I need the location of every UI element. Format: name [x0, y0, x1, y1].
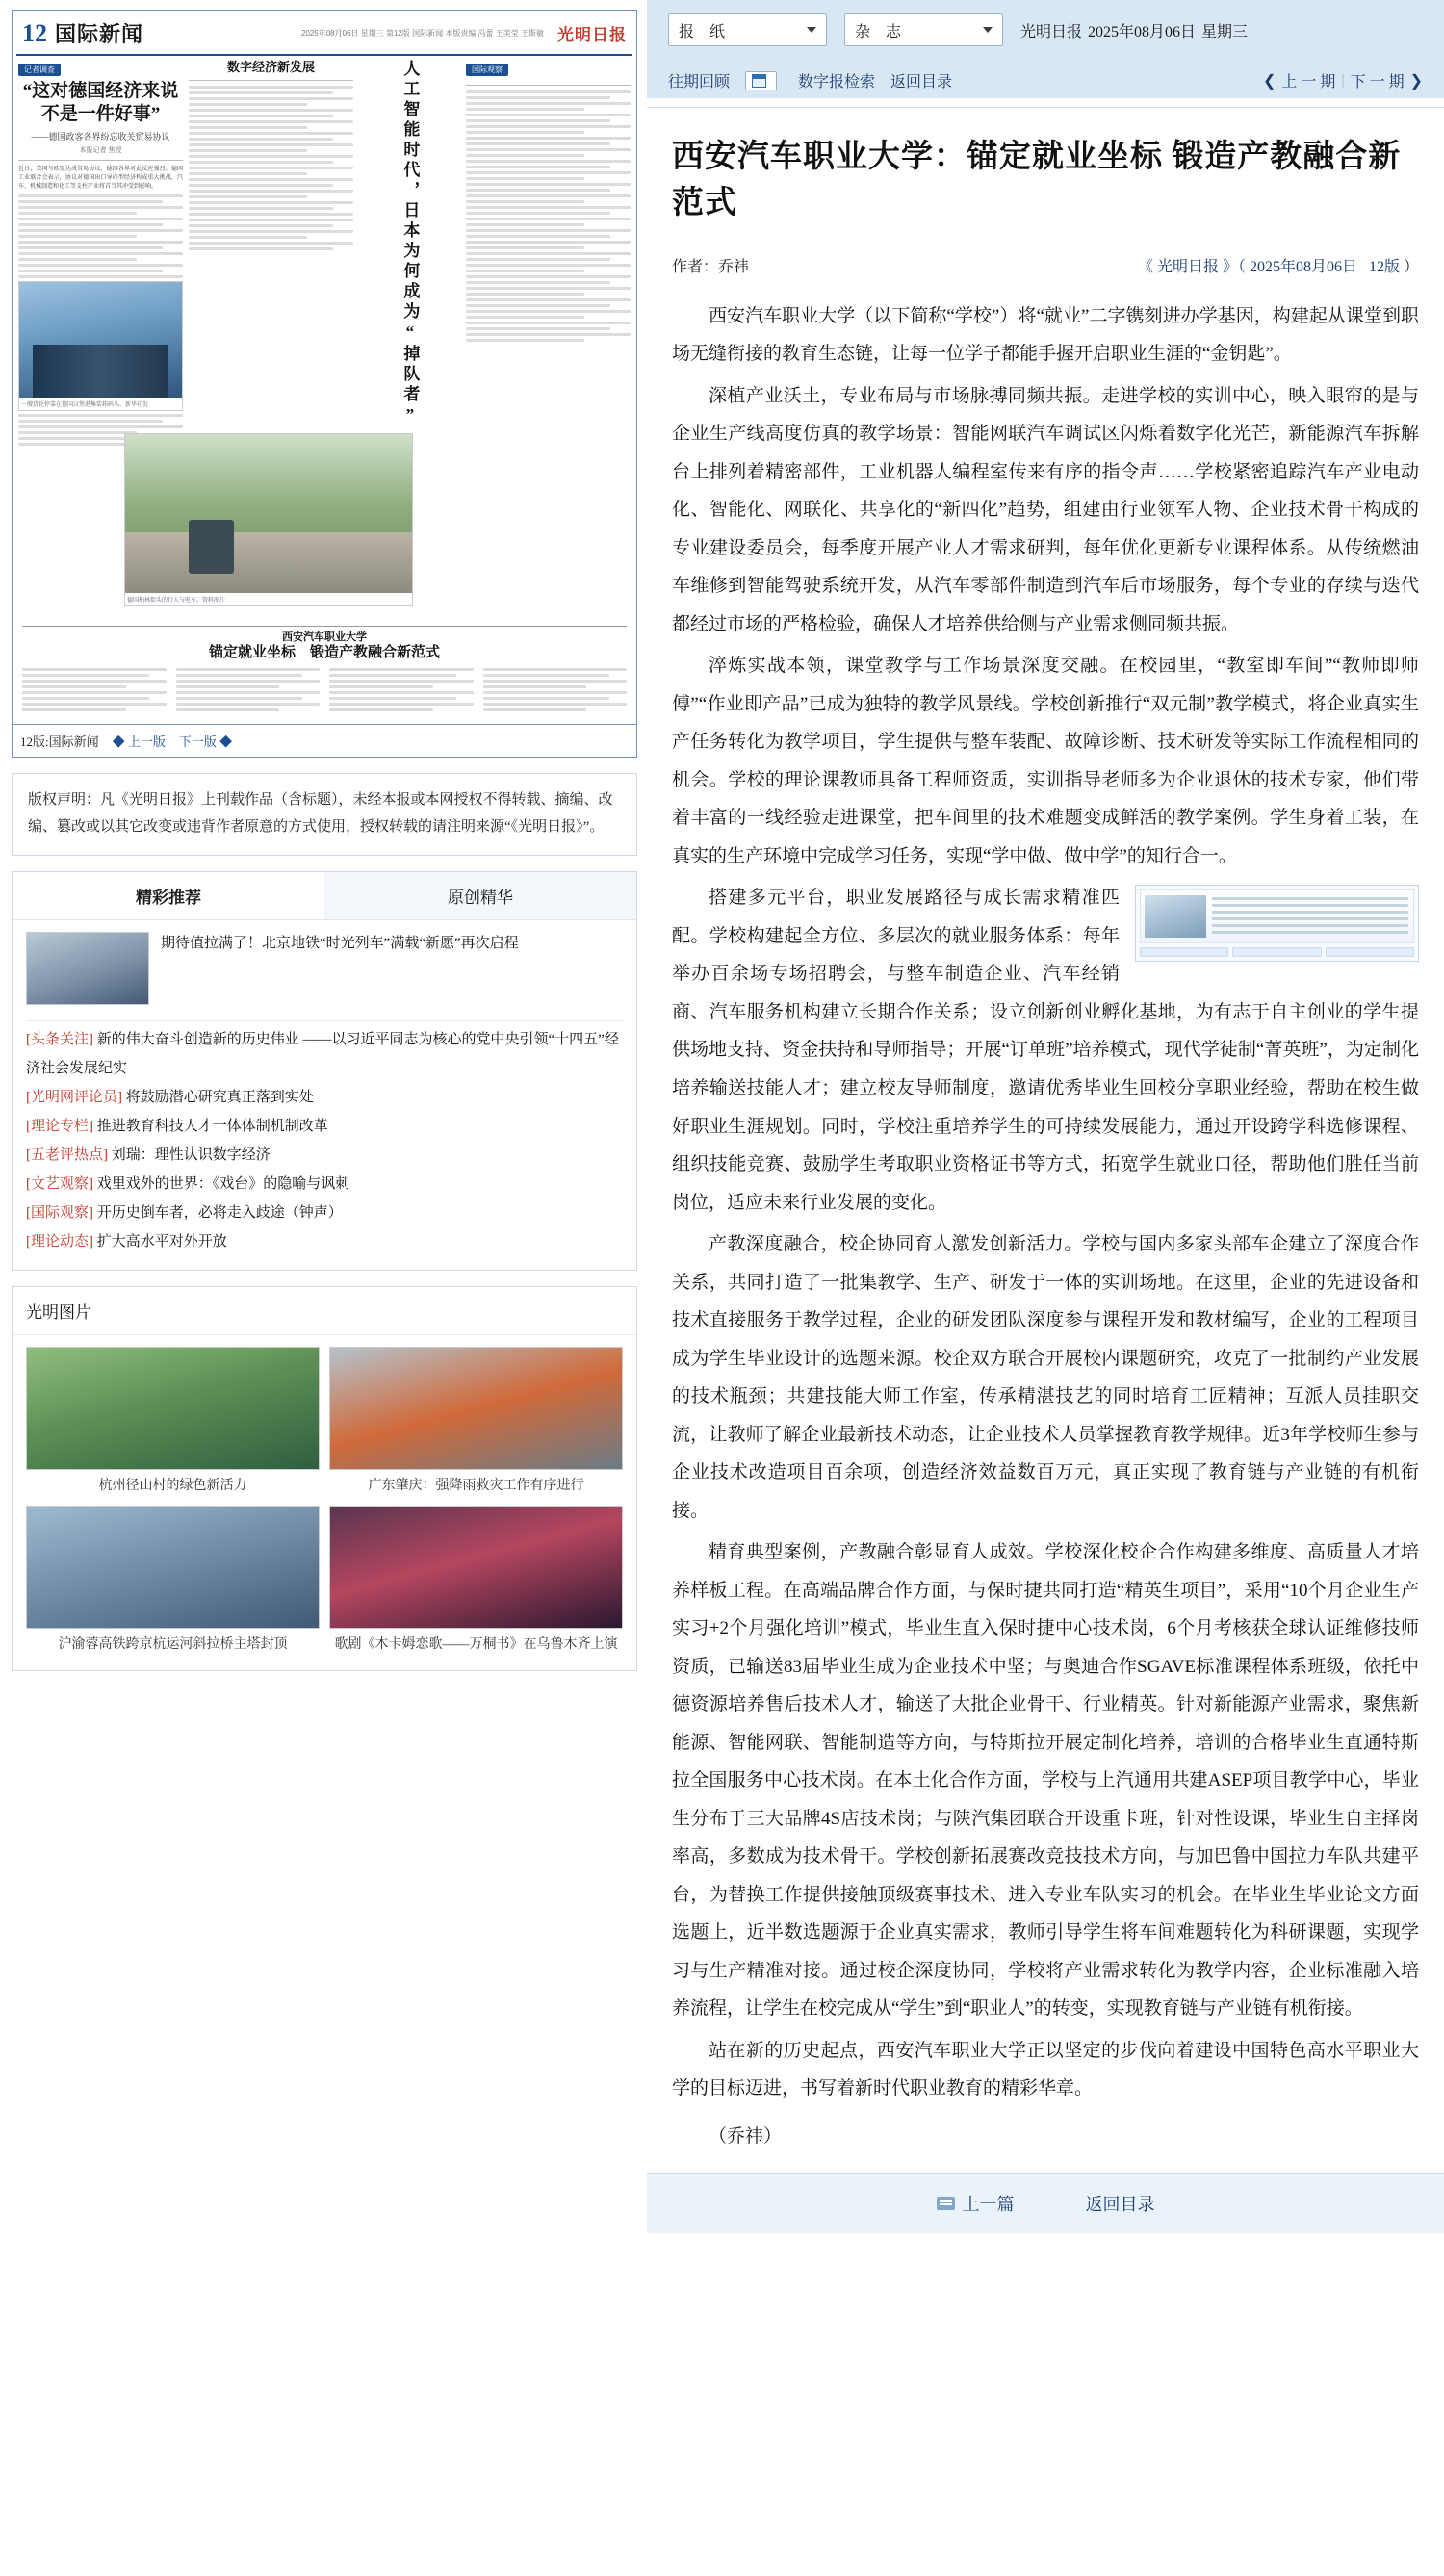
list-item-category: [国际观察] [26, 1204, 93, 1221]
article-paragraph: 精育典型案例，产教融合彰显育人成效。学校深化校企合作构建多维度、高质量人才培养样板工程。在高端品牌合作方面，与保时捷共同打造“精英生项目”，采用“10个月企业生产实习+2个月强化培训”模式，毕业生直入保时捷中心技术岗，6个月考核获全球认证维修技师资质，已输送83届毕业生成为企业技术中坚；与奥迪合作SGAVE标准课程体系班级，依托中德资源培养售后技术人才，输送了大批企业骨干、行业精英。针对新能源产业需求，聚焦新能源、智能网联、智能制造等方向，与特斯拉开展定制化培养，培训的合格毕业生直通特斯拉全国服务中心技术岗。在本土化合作方面，学校与上汽通用共建ASEP项目教学中心，毕业生分布于三大品牌4S店技术岗；与陕汽集团联合开设重卡班，针对性设课，毕业生自主择岗率高，多数成为技术骨干。学校创新拓展赛改竞技技术方向，与加巴鲁中国拉力车队共建平台，为替换工作提供接触顶级赛事技术、进入专业车队实习的机会。在毕业生毕业论文方面选题上，近半数选题源于企业真实需求，教师引导学生将车间难题转化为科研课题，实现学习与生产精准对接。通过校企深度协同，学校将产业需求转化为教学内容，企业标准融入培养流程，让学生在校完成从“学生”到“职业人”的转变，实现教育链与产业链有机衔接。 [672, 1542, 1419, 2020]
newspaper-main-subheadline: ——德国政客各界纷忘收关贸易协议 [31, 131, 170, 142]
picture-image[interactable] [26, 1506, 320, 1629]
article-body [672, 297, 1419, 2148]
list-item-category: [理论动态] [26, 1233, 93, 1249]
prev-article-label: 上一篇 [962, 2194, 1015, 2214]
next-page-link[interactable]: 下一版 ◆ [178, 734, 233, 749]
column-tag-1: 记者调查 [18, 64, 61, 76]
magazine-select[interactable] [844, 13, 1003, 46]
article-paragraph: 搭建多元平台，职业发展路径与成长需求精准匹配。学校构建起全方位、多层次的就业服务体系：每年举办百余场专场招聘会，与整车制造企业、汽车经销商、汽车服务机构建立长期合作关系；设立创新创业孵化基地，为有志于自主创业的学生提供场地支持、资金扶持和导师指导；开展“订单班”培养模式，现代学徒制“菁英班”，为定制化培养输送技能人才；建立校友导师制度，邀请优秀毕业生回校分享职业经验，帮助在校生做好职业生涯规划。同时，学校注重培养学生的可持续发展能力，通过开设跨学科选修课程、组织技能竞赛、鼓励学生考取职业资格证书等方式，拓宽学生就业口径，帮助他们胜任当前岗位，适应未来行业发展的变化。 [672, 888, 1419, 1213]
pictures-panel [12, 1286, 637, 1671]
next-issue-icon[interactable]: ❯ [1409, 72, 1423, 90]
newspaper-photo-caption-2: 德国柏林街头的行人与电车。资料图片 [127, 598, 226, 604]
column-tag-2: 国际观察 [466, 64, 508, 76]
inline-figure-button [1232, 947, 1321, 957]
nav-search[interactable]: 数字报检索 [798, 74, 876, 90]
prev-article-button[interactable] [937, 2191, 1015, 2216]
list-item[interactable] [26, 1083, 623, 1112]
list-item[interactable] [26, 1227, 623, 1256]
picture-caption: 沪渝蓉高铁跨京杭运河斜拉桥主塔封顶 [58, 1636, 288, 1652]
recommend-featured-title[interactable]: 期待值拉满了！北京地铁“时光列车”满载“新愿”再次启程 [161, 935, 519, 951]
newspaper-body-text: 近日，美国与欧盟达成贸易协议，德国各界对此反应强烈。德国工业联合会表示，协议对德国出口导向型经济构成重大挑战，汽车、机械制造和化工等支柱产业将首当其冲受到影响。 [18, 166, 183, 191]
article-paragraph: 深植产业沃土，专业布局与市场脉搏同频共振。走进学校的实训中心，映入眼帘的是与企业生产线高度仿真的教学场景：智能网联汽车调试区闪烁着数字化光芒，新能源汽车拆解台上排列着精密部件，工业机器人编程室传来有序的指令声……学校紧密追踪汽车产业电动化、智能化、网联化、共享化的“新四化”趋势，组建由行业领军人物、企业技术骨干构成的专业建设委员会，每季度开展产业人才需求研判，每年优化更新专业课程体系。从传统燃油车维修到智能驾驶系统开发，从汽车零部件制造到汽车后市场服务，每个专业的存续与迭代都经过市场的严格检验，确保人才培养供给侧与产业需求侧同频共振。 [672, 385, 1419, 634]
newspaper-page-preview[interactable] [12, 10, 637, 725]
list-item[interactable] [26, 1198, 623, 1227]
masthead-logo: 光明日报 [557, 26, 627, 44]
list-item-title[interactable]: 推进教育科技人才一体体制机制改革 [96, 1118, 328, 1134]
photo-port-image [19, 282, 182, 398]
inline-figure-image [1140, 889, 1414, 943]
chevron-down-icon [803, 14, 820, 45]
list-item[interactable] [26, 1025, 623, 1083]
nav-row [647, 56, 1444, 108]
newspaper-column-3 [359, 60, 460, 716]
article-author-name: 乔祎 [718, 258, 750, 275]
article-source [749, 254, 1419, 276]
newspaper-text-placeholder-3 [189, 86, 353, 250]
list-item-category: [文艺观察] [26, 1175, 93, 1192]
article-inline-figure[interactable] [1135, 885, 1419, 962]
divider-3 [466, 85, 631, 86]
newspaper-bottom-kicker: 西安汽车职业大学 [282, 631, 367, 643]
list-item[interactable] [26, 1170, 623, 1198]
article-source-date: 2025年08月06日 [1249, 258, 1357, 275]
magazine-select-value: 杂 志 [855, 23, 902, 40]
issue-weekday: 星期三 [1201, 23, 1249, 40]
page-section-name: 国际新闻 [55, 22, 144, 46]
newspaper-vertical-headline[interactable]: 人工智能时代，日本为何成为“掉队者” [400, 60, 420, 427]
recommend-tabs [13, 872, 636, 920]
next-issue-link[interactable]: 下 一 期 [1350, 74, 1405, 90]
list-item-title[interactable]: 戏里戏外的世界：《戏台》的隐喻与讽刺 [96, 1175, 350, 1192]
prev-article-icon [937, 2197, 955, 2210]
back-to-index-button[interactable] [1086, 2191, 1155, 2216]
current-page-label: 12版:国际新闻 [20, 734, 99, 749]
newspaper-column-1 [18, 60, 183, 716]
newspaper-photo-2 [124, 433, 413, 606]
picture-card[interactable] [26, 1347, 320, 1496]
pager-divider: | [1341, 71, 1345, 89]
newspaper-column-4 [466, 60, 631, 716]
newspaper-photo-caption-1: 一艘货轮停靠在德国汉堡港集装箱码头。新华社发 [21, 402, 149, 409]
picture-image[interactable] [329, 1506, 623, 1629]
article-source-close: ） [1403, 258, 1419, 275]
inline-figure-button [1326, 947, 1414, 957]
list-item-title[interactable]: 将鼓励潜心研究真正落到实处 [125, 1089, 314, 1105]
newspaper-photo-1 [18, 281, 183, 411]
newspaper-text-placeholder [18, 194, 183, 278]
newspaper-main-byline: 本报记者 焦授 [79, 146, 122, 154]
divider [18, 160, 183, 161]
back-to-index-label: 返回目录 [1085, 2194, 1155, 2214]
article-source-page[interactable]: 12版 [1368, 258, 1400, 275]
prev-issue-icon[interactable]: ❮ [1262, 72, 1276, 90]
selector-row [647, 0, 1444, 56]
newspaper-text-placeholder-4 [466, 90, 631, 342]
picture-caption: 杭州径山村的绿色新活力 [98, 1478, 247, 1493]
picture-caption: 歌剧《木卡姆恋歌——万桐书》在乌鲁木齐上演 [334, 1636, 618, 1652]
article-paragraph: 淬炼实战本领，课堂教学与工作场景深度交融。在校园里，“教室即车间”“教师即师傅”“作业即产品”已成为独特的教学风景线。学校创新推行“双元制”教学模式，将企业真实生产任务转化为教学项目，学生提供与整车装配、故障诊断、技术研发等实际工作流程相同的机会。学校的理论课教师具备工程师资质，实训指导老师多为企业退休的技术专家，他们带着丰富的一线经验走进课堂，把车间里的技术难题变成鲜活的教学案例。学生身着工装，在真实的生产环境中完成学习任务，实现“学中做、做中学”的知行合一。 [672, 656, 1419, 866]
picture-image[interactable] [329, 1347, 623, 1470]
calendar-icon [752, 74, 766, 88]
tab-featured[interactable]: 精彩推荐 [13, 872, 324, 919]
article-paragraph: 站在新的历史起点，西安汽车职业大学正以坚定的步伐向着建设中国特色高水平职业大学的目标迈进，书写着新时代职业教育的精彩华章。 [672, 2040, 1419, 2099]
divider-rec [26, 1020, 623, 1021]
prev-page-link[interactable]: ◆ 上一版 [112, 734, 166, 749]
picture-card[interactable] [329, 1506, 623, 1655]
issue-date-value: 2025年08月06日 [1088, 23, 1197, 40]
divider-2 [189, 80, 353, 81]
chevron-down-icon [979, 14, 996, 45]
list-item[interactable] [26, 1112, 623, 1141]
newspaper-secondary-headline[interactable]: 数字经济新发展 [226, 60, 315, 74]
list-item-category: [头条关注] [26, 1031, 93, 1047]
list-item-title[interactable]: 开历史倒车者，必将走入歧途（钟声） [96, 1204, 343, 1221]
recommend-list [26, 1025, 623, 1256]
inline-figure-buttons [1140, 947, 1414, 957]
inline-figure-button [1140, 947, 1228, 957]
list-item-title[interactable]: 新的伟大奋斗创造新的历史伟业 ——以习近平同志为核心的党中央引领“十四五”经济社会发展纪实 [26, 1031, 619, 1076]
article [647, 108, 1444, 2148]
picture-image[interactable] [26, 1347, 320, 1470]
page-footer-nav [12, 725, 637, 758]
newspaper-bottom-article[interactable] [22, 626, 627, 715]
issue-paper-name: 光明日报 [1020, 23, 1083, 40]
page-header-meta: 2025年08月06日 星期三 第12版 国际新闻 本版责编 冯蕾 王美莹 王斯敏 [300, 29, 544, 38]
issue-pager [1263, 69, 1423, 91]
right-column [647, 0, 1444, 2233]
list-item-title[interactable]: 扩大高水平对外开放 [96, 1233, 227, 1249]
picture-card[interactable] [26, 1506, 320, 1655]
article-meta [672, 254, 1419, 276]
picture-caption: 广东肇庆：强降雨救灾工作有序进行 [368, 1478, 584, 1493]
article-paragraph: 西安汽车职业大学（以下简称“学校”）将“就业”二字镌刻进办学基因，构建起从课堂到职场无缝衔接的教育生态链，让每一位学子都能手握开启职业生涯的“金钥匙”。 [672, 305, 1419, 365]
newspaper-columns [18, 60, 631, 716]
nav-archive[interactable]: 往期回顾 [668, 74, 731, 90]
nav-back-to-index[interactable]: 返回目录 [890, 74, 953, 90]
newspaper-page-header [16, 14, 632, 56]
newspaper-column-2 [189, 60, 353, 716]
newspaper-bottom-text [22, 668, 627, 714]
list-item[interactable] [26, 1141, 623, 1170]
prev-issue-link[interactable]: 上 一 期 [1281, 74, 1336, 90]
article-paragraph: 产教深度融合，校企协同育人激发创新活力。学校与国内多家头部车企建立了深度合作关系，共同打造了一批集教学、生产、研发于一体的实训场地。在这里，企业的先进设备和技术直接服务于教学过程，企业的研发团队深度参与课程开发和教材编写，企业的工程项目成为学生毕业设计的选题来源。校企双方联合开展校内课题研究，攻克了一批制约产业发展的技术瓶颈；共建技能大师工作室，传承精湛技艺的同时培育工匠精神；互派人员挂职交流，让教师了解企业最新技术动态，让企业技术人员掌握教育教学规律。近3年学校师生参与企业技术改造项目百余项，创造经济效益数百万元，真正实现了教育链与产业链的有机衔接。 [672, 1234, 1419, 1521]
article-author-label: 作者： [672, 258, 719, 275]
recommend-thumbnail[interactable] [26, 932, 149, 1005]
article-title: 西安汽车职业大学：锚定就业坐标 锻造产教融合新范式 [672, 140, 1402, 220]
copyright-notice: 版权声明：凡《光明日报》上刊载作品（含标题），未经本报或本网授权不得转载、摘编、改编、篡改或以其它改变或违背作者原意的方式使用，授权转载的请注明来源“《光明日报》”。 [12, 773, 637, 856]
picture-card[interactable] [329, 1347, 623, 1496]
list-item-title[interactable]: 刘瑞：理性认识数字经济 [111, 1146, 271, 1163]
inline-figure-text-lines [1212, 897, 1408, 938]
calendar-button[interactable] [745, 71, 777, 90]
pictures-grid [13, 1335, 636, 1670]
tab-original[interactable]: 原创精华 [324, 872, 636, 919]
article-bottom-bar [647, 2173, 1444, 2233]
newspaper-main-headline[interactable]: “这对德国经济来说不是一件好事” [22, 81, 179, 124]
list-item-category: [光明网评论员] [26, 1089, 122, 1105]
newspaper-page-body [16, 56, 632, 720]
recommend-panel [12, 871, 637, 1271]
page-number: 12 [22, 18, 47, 47]
paper-select-value: 报 纸 [679, 23, 726, 40]
article-author [672, 254, 749, 276]
newspaper-bottom-headline[interactable]: 锚定就业坐标 锻造产教融合新范式 [208, 645, 440, 661]
article-signature: （乔祎） [709, 2125, 783, 2147]
list-item-category: [五老评热点] [26, 1146, 108, 1163]
issue-date-label [1020, 19, 1248, 41]
photo-street-image [125, 434, 412, 593]
paper-select[interactable] [668, 13, 827, 46]
recommend-body [13, 920, 636, 1270]
pictures-panel-title: 光明图片 [13, 1287, 636, 1335]
list-item-category: [理论专栏] [26, 1118, 93, 1134]
article-source-name: 《 光明日报 》（ [1137, 258, 1246, 275]
left-column [12, 10, 637, 1671]
recommend-featured-item[interactable] [26, 932, 623, 1015]
